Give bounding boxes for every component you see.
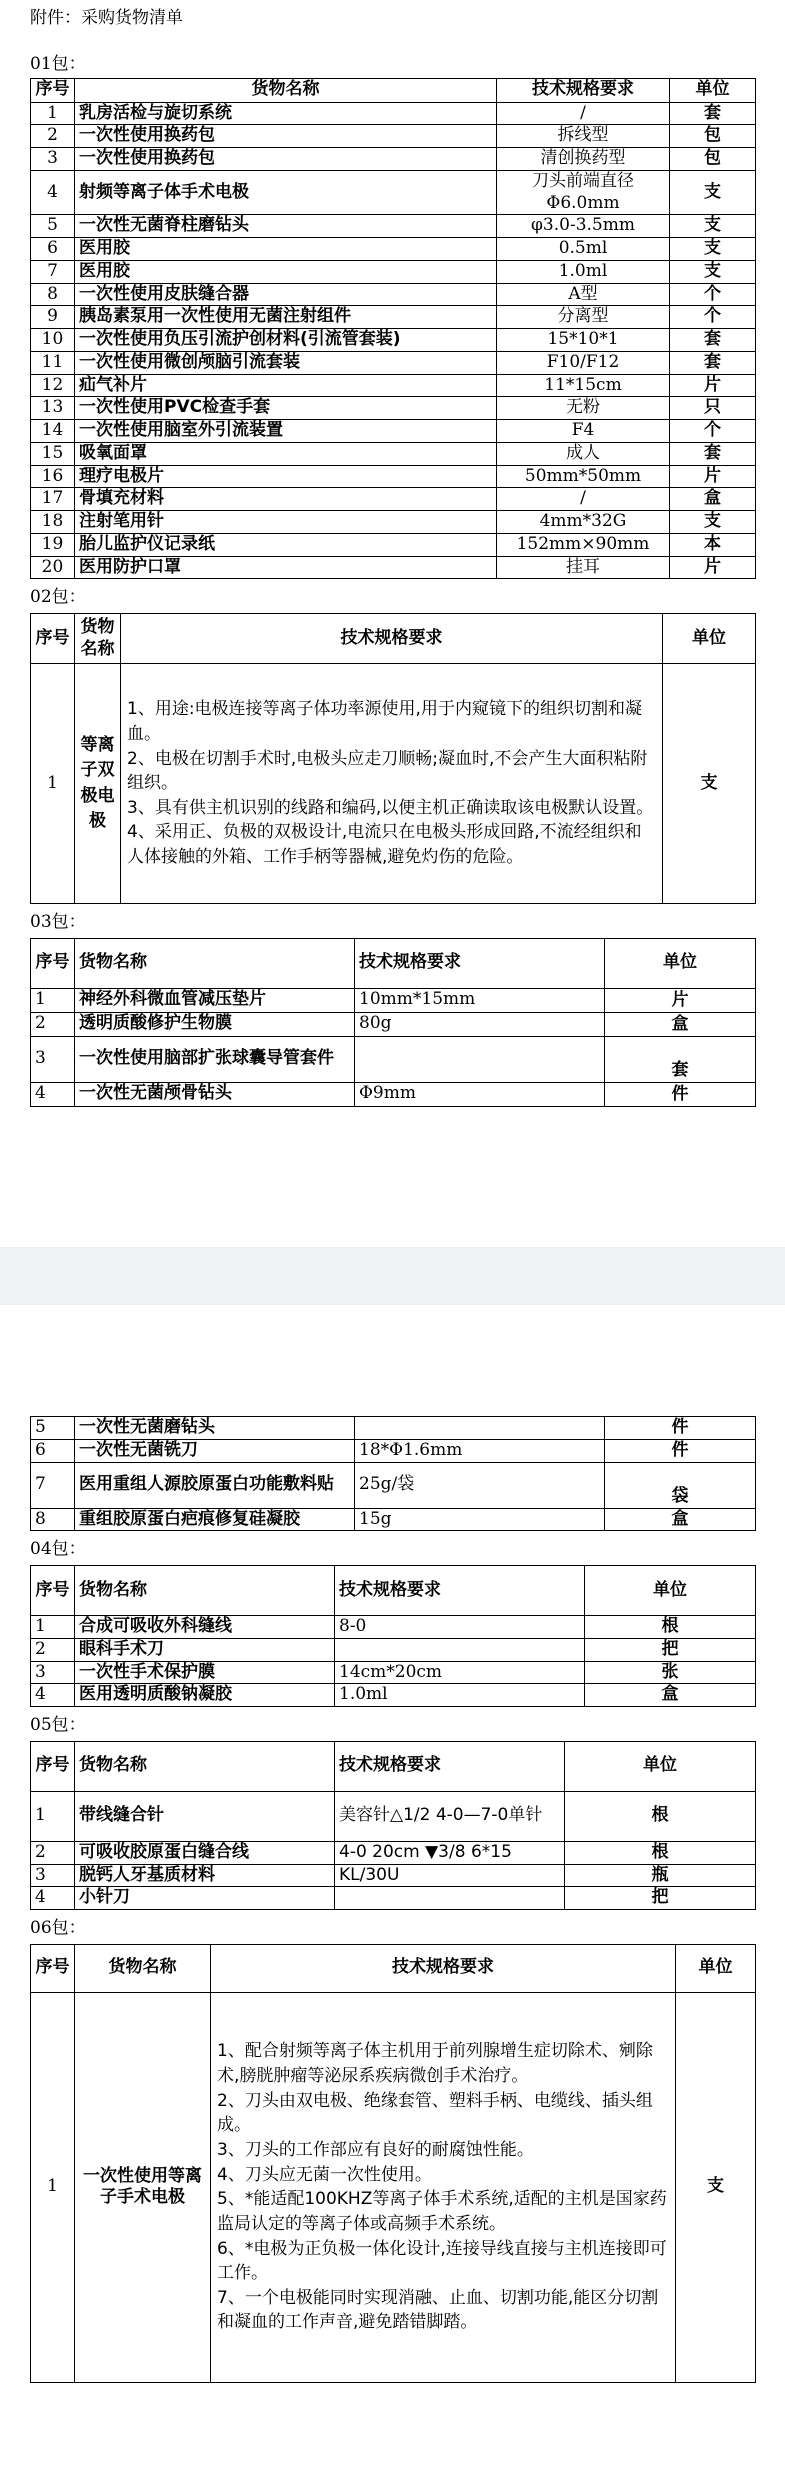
table-row [31,238,756,261]
spec-line: 4、刀头应无菌一次性使用。 [217,2164,432,2185]
row-unit: 本 [670,533,756,556]
table-row [31,988,756,1012]
row-name: 一次性无菌磨钻头 [75,1417,355,1440]
row-name: 一次性无菌颅骨钻头 [75,1082,355,1106]
row-name: 胎儿监护仪记录纸 [75,533,497,556]
col-header-unit: 单位 [676,1944,756,1992]
row-name: 医用防护口罩 [75,556,497,579]
row-spec: 1.0ml [497,260,670,283]
row-no: 3 [31,1864,75,1887]
row-unit: 个 [670,283,756,306]
row-unit: 套 [605,1036,756,1082]
col-header-unit: 单位 [585,1566,756,1616]
row-spec: 80g [355,1012,605,1036]
row-spec: KL/30U [335,1864,565,1887]
col-header-name: 货物名称 [75,78,497,102]
row-spec: 成人 [497,442,670,465]
row-unit: 套 [670,442,756,465]
pkg06-label: 06包： [30,1918,86,1938]
table-row [31,102,756,125]
row-no: 2 [31,125,75,148]
pkg03-table-part1 [30,938,756,1107]
row-no: 1 [31,664,75,904]
table-row [31,374,756,397]
row-spec: / [497,488,670,511]
row-no: 14 [31,420,75,443]
pkg04-table [30,1565,756,1707]
row-unit: 盒 [605,1012,756,1036]
row-no: 2 [31,1638,75,1661]
row-no: 2 [31,1841,75,1864]
row-unit: 片 [605,988,756,1012]
row-spec: 美容针△1/2 4-0—7-0单针 [335,1791,565,1841]
spec-line: 5、*能适配100KHZ等离子体手术系统,适配的主机是国家药监局认定的等离子体或高频手术系统。 [217,2189,667,2234]
table-header-row [31,1566,756,1616]
col-header-name: 货物名称 [75,1566,335,1616]
row-name: 合成可吸收外科缝线 [75,1616,335,1639]
table-row [31,1012,756,1036]
spec-line: 6、*电极为正负极一体化设计,连接导线直接与主机连接即可工作。 [217,2238,667,2284]
row-spec: F10/F12 [497,351,670,374]
col-header-name: 货物名称 [75,1944,211,1992]
row-name: 等离子双极电极 [75,664,121,904]
pkg06-table [30,1944,756,2383]
row-no: 4 [31,170,75,215]
row-spec: 4-0 20cm ▼3/8 6*15 [335,1841,565,1864]
table-row [31,260,756,283]
row-spec: 15g [355,1508,605,1531]
row-no: 7 [31,260,75,283]
row-no: 1 [31,1992,75,2382]
row-no: 8 [31,1508,75,1531]
row-no: 13 [31,397,75,420]
row-no: 3 [31,1661,75,1684]
row-spec: 15*10*1 [497,329,670,352]
table-header-row [31,1944,756,1992]
row-unit: 个 [670,306,756,329]
col-header-spec: 技术规格要求 [497,78,670,102]
col-header-no: 序号 [31,614,75,664]
col-header-no: 序号 [31,938,75,988]
row-unit: 套 [670,329,756,352]
row-spec: F4 [497,420,670,443]
row-name: 一次性无菌铣刀 [75,1439,355,1462]
row-specs [211,1992,676,2382]
row-unit: 套 [670,102,756,125]
row-unit: 盒 [605,1508,756,1531]
row-unit: 支 [663,664,756,904]
table-row [31,351,756,374]
col-header-no: 序号 [31,1566,75,1616]
row-name: 一次性使用PVC检查手套 [75,397,497,420]
row-unit: 支 [670,215,756,238]
row-spec [355,1036,605,1082]
row-name: 一次性使用皮肤缝合器 [75,283,497,306]
row-name: 医用重组人源胶原蛋白功能敷料贴 [75,1462,355,1508]
table-row [31,1684,756,1707]
spec-line: 1、用途:电极连接等离子体功率源使用,用于内窥镜下的组织切割和凝血。 [127,699,642,744]
row-no: 3 [31,1036,75,1082]
table-header-row [31,78,756,102]
spec-line: 2、电极在切割手术时,电极头应走刀顺畅;凝血时,不会产生大面积粘附组织。 [127,748,648,794]
table-row [31,1082,756,1106]
pkg02-table [30,613,756,904]
row-unit: 盒 [585,1684,756,1707]
row-no: 10 [31,329,75,352]
row-name: 胰岛素泵用一次性使用无菌注射组件 [75,306,497,329]
table-row [31,465,756,488]
table-row [31,1661,756,1684]
col-header-no: 序号 [31,78,75,102]
col-header-name: 货物名称 [75,614,121,664]
row-name: 医用透明质酸钠凝胶 [75,1684,335,1707]
table-row [31,1864,756,1887]
row-spec: 18*Φ1.6mm [355,1439,605,1462]
table-row [31,1992,756,2382]
row-name: 眼科手术刀 [75,1638,335,1661]
row-unit: 件 [605,1082,756,1106]
table-row [31,148,756,171]
table-row [31,1417,756,1440]
page-2 [0,1305,785,2482]
col-header-spec: 技术规格要求 [335,1741,565,1791]
row-unit: 张 [585,1661,756,1684]
pkg01-label: 01包： [30,53,86,74]
row-spec: 拆线型 [497,125,670,148]
attachment-title: 附件：采购货物清单 [30,8,183,28]
row-spec: A型 [497,283,670,306]
row-no: 1 [31,1791,75,1841]
table-row [31,1508,756,1531]
row-name: 乳房活检与旋切系统 [75,102,497,125]
spec-line: 1、配合射频等离子体主机用于前列腺增生症切除术、剜除术,膀胱肿瘤等泌尿系疾病微创手术治疗。 [217,2041,653,2087]
row-no: 6 [31,1439,75,1462]
row-name: 一次性手术保护膜 [75,1661,335,1684]
table-header-row [31,938,756,988]
row-unit: 根 [565,1791,756,1841]
row-unit: 只 [670,397,756,420]
row-name: 一次性使用负压引流护创材料(引流管套装) [75,329,497,352]
table-row [31,420,756,443]
row-unit: 支 [670,170,756,215]
row-spec [335,1887,565,1910]
row-no: 11 [31,351,75,374]
row-spec: φ3.0-3.5mm [497,215,670,238]
pkg05-label: 05包： [30,1715,86,1735]
row-no: 9 [31,306,75,329]
row-no: 1 [31,988,75,1012]
row-name: 一次性使用脑室外引流装置 [75,420,497,443]
row-name: 一次性无菌脊柱磨钻头 [75,215,497,238]
table-row [31,215,756,238]
col-header-spec: 技术规格要求 [211,1944,676,1992]
row-no: 4 [31,1684,75,1707]
spec-line: 2、刀头由双电极、绝缘套管、塑料手柄、电缆线、插头组成。 [217,2090,653,2136]
row-name: 医用胶 [75,238,497,261]
row-spec: 0.5ml [497,238,670,261]
row-unit: 包 [670,125,756,148]
row-spec: 11*15cm [497,374,670,397]
row-unit: 根 [565,1841,756,1864]
col-header-no: 序号 [31,1944,75,1992]
col-header-name: 货物名称 [75,1741,335,1791]
table-row [31,1887,756,1910]
row-no: 1 [31,102,75,125]
row-unit: 支 [670,260,756,283]
pkg05-table [30,1741,756,1910]
row-name: 一次性使用换药包 [75,125,497,148]
col-header-unit: 单位 [605,938,756,988]
row-no: 20 [31,556,75,579]
row-spec: Φ9mm [355,1082,605,1106]
row-spec: 无粉 [497,397,670,420]
row-unit: 件 [605,1439,756,1462]
row-spec: 10mm*15mm [355,988,605,1012]
table-row [31,329,756,352]
col-header-unit: 单位 [670,78,756,102]
row-spec: 1.0ml [335,1684,585,1707]
row-no: 18 [31,511,75,534]
row-name: 一次性使用脑部扩张球囊导管套件 [75,1036,355,1082]
row-unit: 瓶 [565,1864,756,1887]
col-header-name: 货物名称 [75,938,355,988]
row-name: 骨填充材料 [75,488,497,511]
row-unit: 套 [670,351,756,374]
table-row [31,511,756,534]
row-name: 一次性使用微创颅脑引流套装 [75,351,497,374]
table-row [31,283,756,306]
pkg03-table-part2 [30,1416,756,1531]
table-header-row [31,614,756,664]
page-gap [0,1247,785,1305]
row-name: 带线缝合针 [75,1791,335,1841]
col-header-spec: 技术规格要求 [335,1566,585,1616]
row-spec: 14cm*20cm [335,1661,585,1684]
table-row [31,1841,756,1864]
pkg02-label: 02包： [30,587,86,608]
row-name: 重组胶原蛋白疤痕修复硅凝胶 [75,1508,355,1531]
row-no: 3 [31,148,75,171]
row-no: 16 [31,465,75,488]
row-unit: 支 [670,511,756,534]
spec-line: 3、刀头的工作部应有良好的耐腐蚀性能。 [217,2139,534,2160]
row-spec [335,1638,585,1661]
row-no: 19 [31,533,75,556]
row-no: 6 [31,238,75,261]
row-spec: 挂耳 [497,556,670,579]
row-spec: 8-0 [335,1616,585,1639]
row-spec: 25g/袋 [355,1462,605,1508]
row-no: 7 [31,1462,75,1508]
row-no: 1 [31,1616,75,1639]
row-unit: 片 [670,465,756,488]
row-name: 理疗电极片 [75,465,497,488]
row-name: 神经外科微血管减压垫片 [75,988,355,1012]
table-row [31,1791,756,1841]
row-no: 2 [31,1012,75,1036]
row-name: 一次性使用换药包 [75,148,497,171]
table-row [31,488,756,511]
col-header-spec: 技术规格要求 [355,938,605,988]
row-no: 17 [31,488,75,511]
row-specs [121,664,663,904]
table-row [31,442,756,465]
row-name: 一次性使用等离子手术电极 [75,1992,211,2382]
row-spec: 刀头前端直径Φ6.0mm [497,170,670,215]
row-unit: 片 [670,374,756,397]
row-unit: 袋 [605,1462,756,1508]
row-unit: 包 [670,148,756,171]
row-unit: 盒 [670,488,756,511]
table-row [31,1439,756,1462]
row-name: 射频等离子体手术电极 [75,170,497,215]
table-row [31,1638,756,1661]
row-unit: 支 [676,1992,756,2382]
table-row [31,1462,756,1508]
pkg01-table [30,78,756,580]
row-spec [355,1417,605,1440]
row-spec: 4mm*32G [497,511,670,534]
row-no: 15 [31,442,75,465]
row-no: 4 [31,1887,75,1910]
row-unit: 把 [585,1638,756,1661]
table-row [31,397,756,420]
row-unit: 根 [585,1616,756,1639]
pkg03-label: 03包： [30,912,86,932]
col-header-unit: 单位 [565,1741,756,1791]
table-header-row [31,1741,756,1791]
table-row [31,1616,756,1639]
col-header-spec: 技术规格要求 [121,614,663,664]
row-unit: 支 [670,238,756,261]
row-no: 12 [31,374,75,397]
row-name: 可吸收胶原蛋白缝合线 [75,1841,335,1864]
row-unit: 片 [670,556,756,579]
spec-line: 4、采用正、负极的双极设计,电流只在电极头形成回路,不流经组织和人体接触的外箱、工作手柄等器械,避免灼伤的危险。 [127,822,642,868]
table-row [31,533,756,556]
row-name: 小针刀 [75,1887,335,1910]
row-name: 透明质酸修护生物膜 [75,1012,355,1036]
table-row [31,170,756,215]
table-row [31,664,756,904]
row-name: 吸氧面罩 [75,442,497,465]
col-header-no: 序号 [31,1741,75,1791]
row-no: 4 [31,1082,75,1106]
row-name: 脱钙人牙基质材料 [75,1864,335,1887]
row-unit: 件 [605,1417,756,1440]
row-no: 8 [31,283,75,306]
row-name: 医用胶 [75,260,497,283]
row-spec: 50mm*50mm [497,465,670,488]
row-unit: 个 [670,420,756,443]
row-no: 5 [31,215,75,238]
col-header-unit: 单位 [663,614,756,664]
row-no: 5 [31,1417,75,1440]
row-spec: 分离型 [497,306,670,329]
row-spec: 清创换药型 [497,148,670,171]
pkg04-label: 04包： [30,1539,86,1560]
row-name: 疝气补片 [75,374,497,397]
table-row [31,306,756,329]
row-spec: / [497,102,670,125]
row-name: 注射笔用针 [75,511,497,534]
row-unit: 把 [565,1887,756,1910]
table-row [31,1036,756,1082]
table-row [31,556,756,579]
table-row [31,125,756,148]
spec-line: 3、具有供主机识别的线路和编码,以便主机正确读取该电极默认设置。 [127,797,654,818]
spec-line: 7、一个电极能同时实现消融、止血、切割功能,能区分切割和凝血的工作声音,避免踏错脚踏。 [217,2287,659,2333]
row-spec: 152mm×90mm [497,533,670,556]
